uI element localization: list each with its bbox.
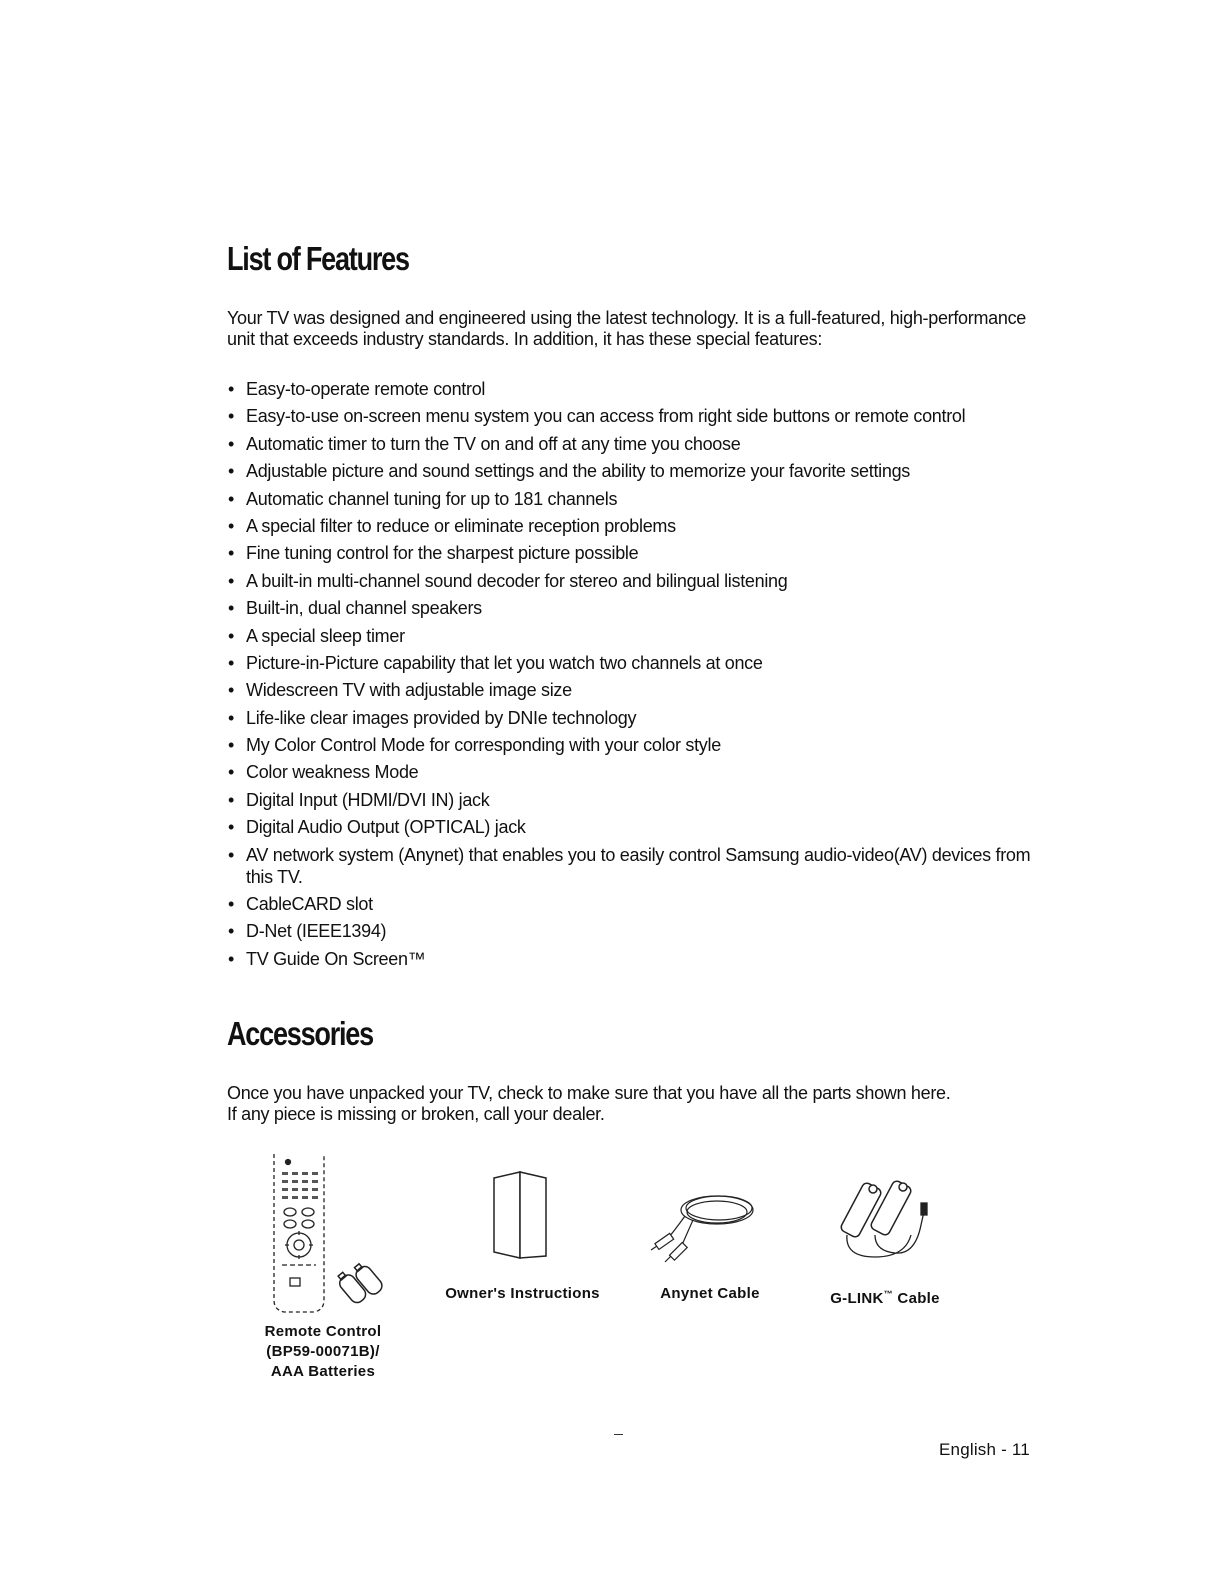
remote-caption-line-2: (BP59-00071B)/ bbox=[266, 1343, 380, 1360]
accessories-intro-line-2: If any piece is missing or broken, call your dealer. bbox=[227, 1104, 605, 1124]
feature-item: • Built-in, dual channel speakers bbox=[228, 597, 1048, 619]
feature-item: • Widescreen TV with adjustable image size bbox=[228, 679, 1048, 701]
feature-item: • A built-in multi-channel sound decoder for stereo and bilingual listening bbox=[228, 570, 1048, 592]
feature-item: • Color weakness Mode bbox=[228, 761, 1048, 783]
feature-item: • AV network system (Anynet) that enables you to easily control Samsung audio-video(AV) devices from this TV. bbox=[228, 844, 1048, 888]
accessories-heading: Accessories bbox=[227, 1015, 373, 1052]
accessories-intro-line-1: Once you have unpacked your TV, check to make sure that you have all the parts shown here. bbox=[227, 1083, 951, 1103]
feature-item: • Fine tuning control for the sharpest picture possible bbox=[228, 542, 1048, 564]
remote-caption-line-3: AAA Batteries bbox=[270, 1363, 376, 1380]
remote-caption-line-1: Remote Control bbox=[264, 1323, 382, 1340]
accessories-intro bbox=[227, 1083, 1047, 1125]
features-intro-line-1: Your TV was designed and engineered using the latest technology. It is a full-featured, high-performance bbox=[227, 308, 1026, 328]
owners-instructions-caption: Owner's Instructions bbox=[445, 1285, 600, 1302]
page-divider-mark bbox=[614, 1434, 623, 1435]
feature-item: • Easy-to-operate remote control bbox=[228, 378, 1048, 400]
features-heading: List of Features bbox=[227, 240, 409, 277]
feature-item: • A special sleep timer bbox=[228, 625, 1048, 647]
features-intro bbox=[227, 308, 1047, 350]
feature-item: • Digital Audio Output (OPTICAL) jack bbox=[228, 816, 1048, 838]
feature-item: • Automatic timer to turn the TV on and off at any time you choose bbox=[228, 433, 1048, 455]
glink-cable-caption bbox=[815, 1284, 955, 1309]
anynet-cable-caption: Anynet Cable bbox=[660, 1285, 760, 1302]
booklet-icon bbox=[490, 1168, 552, 1264]
feature-item: • D-Net (IEEE1394) bbox=[228, 920, 1048, 942]
feature-item: • My Color Control Mode for corresponding with your color style bbox=[228, 734, 1048, 756]
feature-item: • Digital Input (HDMI/DVI IN) jack bbox=[228, 789, 1048, 811]
feature-item: • CableCARD slot bbox=[228, 893, 1048, 915]
glink-caption-tail: Cable bbox=[892, 1290, 940, 1307]
feature-item: • A special filter to reduce or eliminate reception problems bbox=[228, 515, 1048, 537]
feature-item: • TV Guide On Screen™ bbox=[228, 948, 1048, 970]
feature-item: • Automatic channel tuning for up to 181 channels bbox=[228, 488, 1048, 510]
feature-item: • Easy-to-use on-screen menu system you can access from right side buttons or remote control bbox=[228, 405, 1048, 427]
cable-icon bbox=[645, 1180, 765, 1270]
page-number: English - 11 bbox=[939, 1440, 1030, 1459]
feature-item: • Picture-in-Picture capability that let you watch two channels at once bbox=[228, 652, 1048, 674]
feature-item: • Adjustable picture and sound settings and the ability to memorize your favorite settings bbox=[228, 460, 1048, 482]
remote-control-icon bbox=[268, 1150, 388, 1320]
feature-item: • Life-like clear images provided by DNIe technology bbox=[228, 707, 1048, 729]
features-intro-line-2: unit that exceeds industry standards. In addition, it has these special features: bbox=[227, 329, 823, 349]
glink-cable-icon bbox=[835, 1175, 945, 1275]
feature-list bbox=[228, 378, 1048, 975]
glink-trademark: ™ bbox=[883, 1289, 893, 1299]
glink-caption-text: G-LINK bbox=[830, 1290, 884, 1307]
remote-control-caption bbox=[228, 1322, 418, 1382]
